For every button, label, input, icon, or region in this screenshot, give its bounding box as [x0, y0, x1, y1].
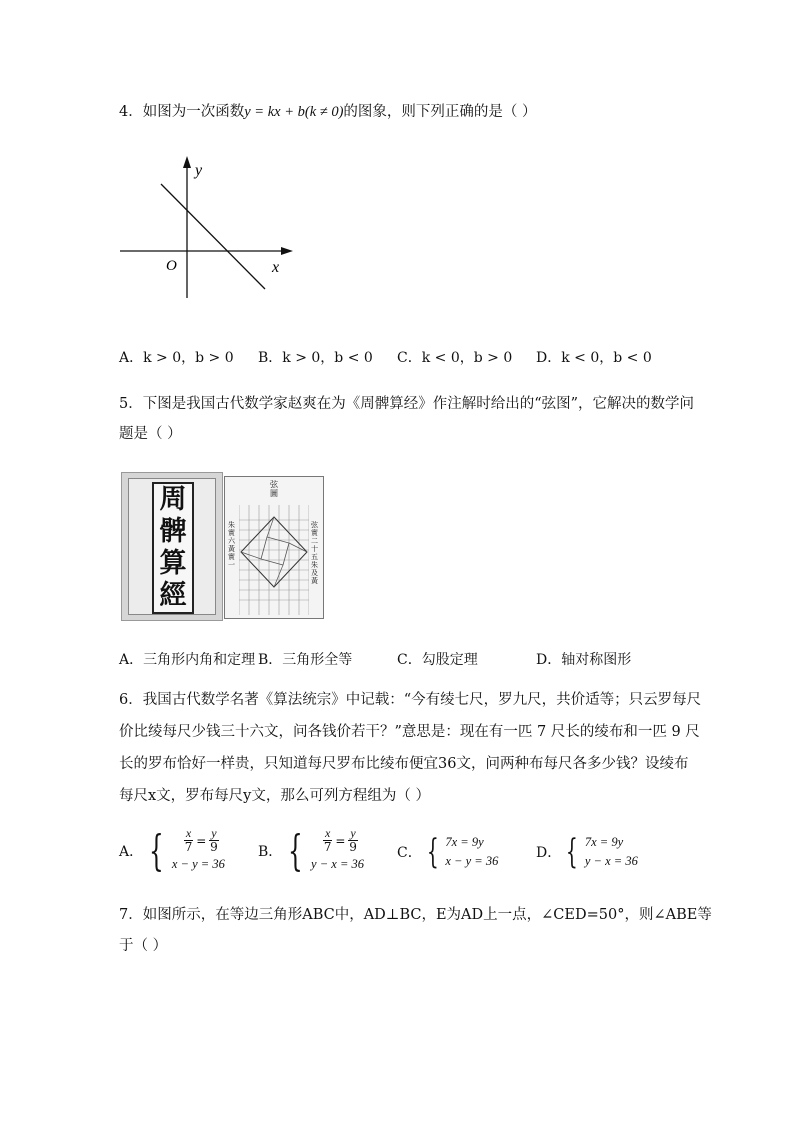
xian-tu-page — [224, 476, 324, 619]
q6-stem-line2: 价比绫每尺少钱三十六文，问各钱价若干？”意思是：现在有一匹 7 尺长的绫布和一匹 9 尺 — [119, 724, 700, 740]
book-char-1: 周 — [159, 484, 187, 515]
q6-option-c-eq2: x − y = 36 — [445, 854, 499, 868]
q6-option-c — [397, 833, 498, 871]
q4-origin-label: O — [166, 258, 177, 274]
q6-stem-line4: 每尺x文，罗布每尺y文，那么可列方程组为（ ） — [119, 788, 430, 804]
q4-option-b: B．k > 0，b < 0 — [258, 350, 373, 366]
q4-prefix: 4．如图为一次函数 — [119, 104, 245, 120]
q6-option-b-letter: B． — [258, 843, 283, 860]
xian-tu-title: 弦圖 — [270, 480, 278, 498]
q6-option-d-eq2: y − x = 36 — [584, 854, 638, 868]
q4-option-d: D．k < 0，b < 0 — [536, 350, 652, 366]
q6-option-d-brace: { — [566, 832, 579, 872]
q6-option-d-letter: D． — [536, 845, 562, 861]
q6-stem-line3: 长的罗布恰好一样贵，只知道每尺罗布比绫布便宜36文，问两种布每尺各多少钱？设绫布 — [119, 756, 689, 772]
book-char-2: 髀 — [159, 516, 187, 547]
q5-option-d: D．轴对称图形 — [536, 652, 632, 668]
q6-option-b: B． { $\frac{x}{7}$ = $\frac{y}{9}$ y − x = 36 — [258, 825, 364, 875]
q4-y-label: y — [195, 162, 203, 179]
q4-option-a: A．k > 0，b > 0 — [119, 350, 234, 366]
q5-option-a: A．三角形内角和定理 — [119, 652, 256, 668]
q6-option-a-letter: A． — [119, 843, 144, 860]
book-title-strip — [152, 482, 194, 614]
q6-option-b-brace: { — [288, 825, 304, 875]
q7-stem-line2: 于（ ） — [119, 938, 168, 954]
q6-option-c-brace: { — [426, 832, 439, 872]
xian-tu-left-text: 朱實六黃實一 — [228, 521, 235, 569]
q7-stem-line1: 7．如图所示，在等边三角形ABC中，AD⊥BC，E为AD上一点，∠CED=50°，则∠ABE等 — [119, 907, 712, 923]
q6-option-a-brace: { — [149, 825, 164, 875]
q6-option-d-eq1: 7x = 9y — [584, 835, 624, 849]
q4-x-label: x — [272, 259, 280, 276]
q4-x-arrow — [281, 247, 293, 255]
q4-linear-graph — [115, 150, 300, 300]
q4-formula: y = kx + b(k ≠ 0) — [244, 104, 344, 120]
q4-option-c: C．k < 0，b > 0 — [397, 350, 513, 366]
q4-stem — [119, 102, 537, 122]
q6-stem-line1: 6．我国古代数学名著《算法统宗》中记载：“今有绫七尺，罗九尺，共价适等；只云罗每尺 — [119, 692, 702, 708]
q5-option-c: C．勾股定理 — [397, 652, 478, 668]
q4-y-arrow — [183, 156, 191, 168]
q6-option-a-eq2: x − y = 36 — [171, 857, 225, 871]
zhoubi-book-cover — [121, 472, 223, 621]
q6-option-b-eq2: y − x = 36 — [311, 857, 364, 871]
book-char-3: 算 — [159, 548, 187, 579]
book-char-4: 經 — [159, 580, 187, 611]
q6-option-c-letter: C． — [397, 845, 422, 861]
q5-stem-line2: 题是（ ） — [119, 426, 182, 442]
q5-option-b: B．三角形全等 — [258, 652, 353, 668]
q6-option-d — [536, 833, 638, 871]
xian-tu-right-text: 弦實二十五朱及黃 — [311, 521, 318, 585]
q6-option-a: A． { $\frac{x}{7}$ = $\frac{y}{9}$ x − y = 36 — [119, 825, 225, 875]
q4-suffix: 的图象，则下列正确的是（ ） — [343, 104, 537, 120]
q5-stem-line1: 5．下图是我国古代数学家赵爽在为《周髀算经》作注解时给出的“弦图”，它解决的数学问 — [119, 396, 695, 412]
q6-option-c-eq1: 7x = 9y — [445, 835, 484, 849]
xian-tu-grid-diagram — [239, 505, 309, 615]
